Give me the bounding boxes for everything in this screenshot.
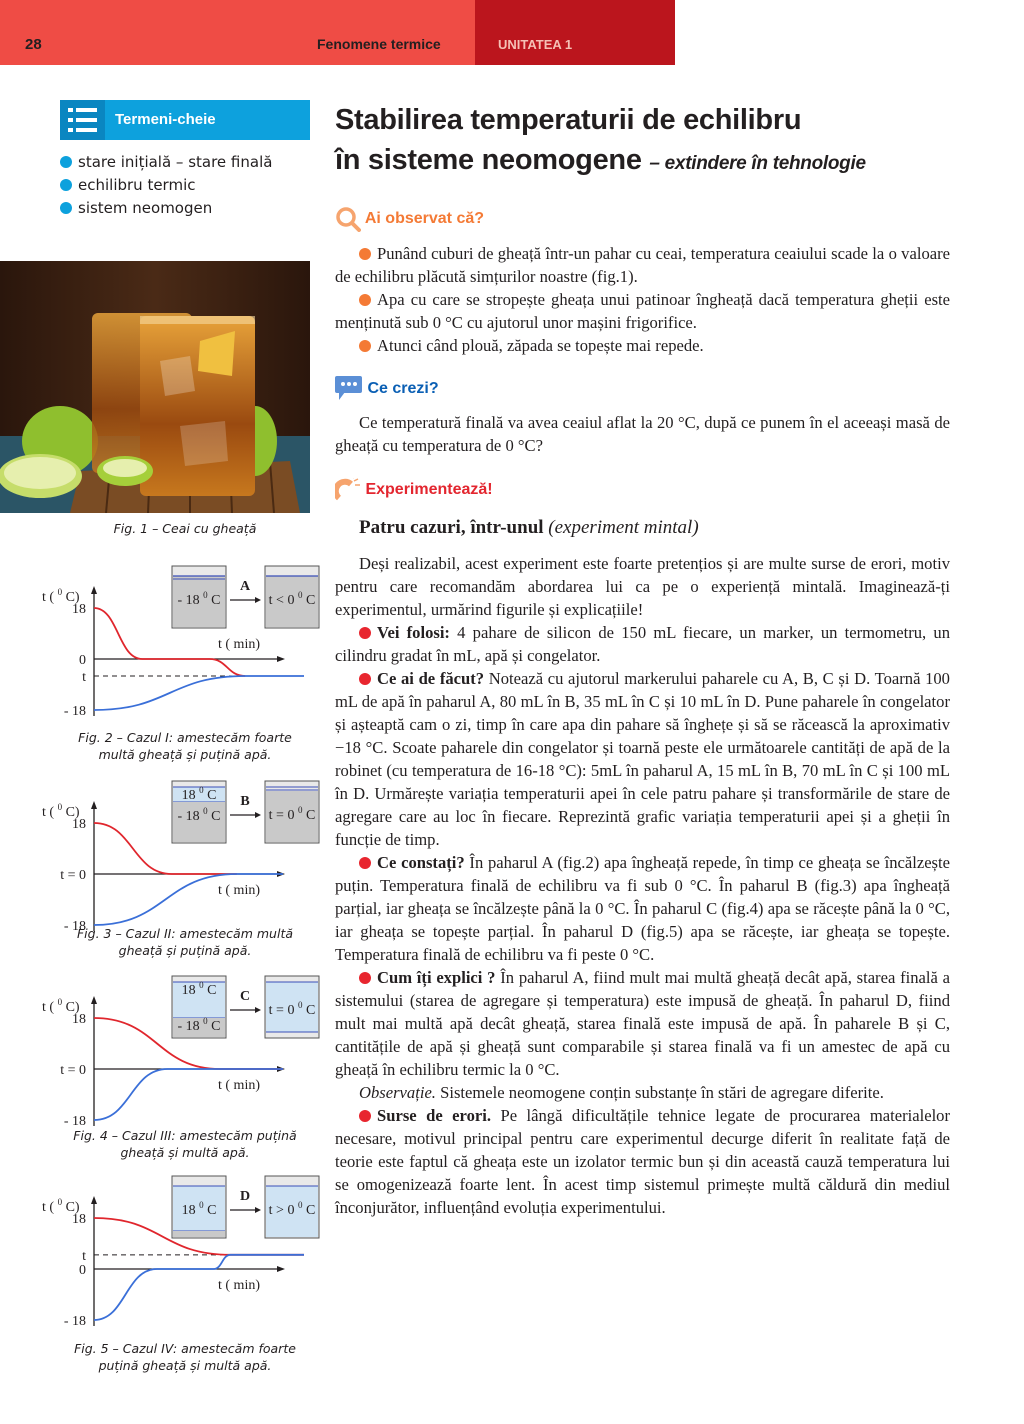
errors-paragraph: Surse de erori. Pe lângă dificultățile tehnice legate de procurarea materialelor necesare, motivul principal pentru care experimentul decurge diferit în realitate față de teorie este faptul că gheața este un izolator termic bun și din această cauză temperatura lui se omogenizează foarte lent. În acest timp sistemul primește multă căldură din mediul înconjurător, influențând evoluția experimentului. <box>335 1106 950 1217</box>
figure-1-caption: Fig. 1 – Ceai cu gheață <box>113 521 257 536</box>
glass-label-water: 18 $^0$ C <box>181 980 217 998</box>
think-text: Ce temperatură finală va avea ceaiul aflat la 20 °C, după ce punem în el aceeași masă de gheață cu temperatura de 0 °C? <box>335 413 950 455</box>
explain-paragraph: Cum îți explici ? În paharul A, fiind mult mai multă gheață decât apă, starea finală a sistemului (starea de agregare și temperatura) este impusă de gheață. În paharul D, fiind mult mai multă apă decât gheață, starea finală este impusă de apă. În paharele B și C, cantitățile de apă și gheață sunt comparabile și starea finală va fi un amestec de apă cu gheață în echilibru termic la 0 °C. <box>335 968 950 1079</box>
glass-label: - 18 $^0$ C <box>177 590 221 608</box>
arrow-head-icon <box>255 597 261 603</box>
y-axis-label: t ( $^0$ C) <box>42 1197 80 1215</box>
keyword-item: sistem neomogen <box>60 197 272 220</box>
glass-after-label: t = 0 $^0$ C <box>268 1000 316 1018</box>
graph-case-b <box>40 775 330 940</box>
y-tick-label: t = 0 <box>60 868 86 883</box>
y-tick-label: 0 <box>79 653 86 668</box>
y-tick-label: 18 <box>72 1012 86 1027</box>
series-ice-line <box>94 874 283 925</box>
glass-label: 18 $^0$ C <box>181 1200 217 1218</box>
y-axis-label: t ( $^0$ C) <box>42 802 80 820</box>
x-axis-arrow-icon <box>277 1266 285 1272</box>
y-tick-label: t <box>82 1248 86 1264</box>
experiment-intro: Deși realizabil, acest experiment este foarte pretențios și are multe surse de erori, motiv pentru care recomandăm abordarea lui ca pe o experiență mintală. Imaginează-ți experimentul, urmărind figurile și explicațiile! <box>335 554 950 619</box>
x-axis-label: t ( min) <box>218 1078 260 1093</box>
magnifier-icon <box>335 206 361 232</box>
y-tick-label: 18 <box>72 1212 86 1227</box>
observed-item: Atunci când plouă, zăpada se topește mai repede. <box>335 334 950 357</box>
bullet-icon <box>359 294 371 306</box>
figure-caption: Fig. 5 – Cazul IV: amestecăm foarte puțină gheață și multă apă. <box>74 1341 296 1373</box>
todo-paragraph: Ce ai de făcut? Notează cu ajutorul markerului paharele cu A, B, C și D. Toarnă 100 mL de apă în paharul A, 80 mL în B, 35 mL în C și 10 mL în D. Pune paharele în congelator și așteaptă cam o zi, timp în care apa din pahare să înghețe și să se răcească la aproximativ −18 °C. Scoate paharele din congelator și toarnă peste ele următoarele cantități de apă de la robinet (cu temperatura de 16-18 °C): 5mL în paharul A, 15 mL în B, 70 mL în C și 100 mL în D. Urmărește variația temperaturii apei în cele patru pahare și transformările de stare de agregare care au loc în fiecare. Reprezintă grafic variația temperaturii apei și a gheții în funcție de timp. <box>335 669 950 849</box>
ice-layer <box>173 1231 225 1237</box>
y-axis-arrow-icon <box>91 801 97 809</box>
graph-case-d <box>40 1170 330 1335</box>
experiment-heading: Experimentează! <box>335 478 493 502</box>
keywords-title: Termeni-cheie <box>115 111 216 128</box>
glass-after-label: t < 0 $^0$ C <box>268 590 316 608</box>
y-tick-label: 18 <box>72 602 86 617</box>
keyword-item: echilibru termic <box>60 174 272 197</box>
bullet-icon <box>359 627 371 639</box>
y-tick-label: - 18 <box>63 1114 86 1129</box>
x-axis-label: t ( min) <box>218 883 260 898</box>
glass-after-label: t > 0 $^0$ C <box>268 1200 316 1218</box>
y-axis-arrow-icon <box>91 996 97 1004</box>
chapter-title: Fenomene termice <box>317 36 441 52</box>
figure-caption: Fig. 4 – Cazul III: amestecăm puțină gheață și multă apă. <box>73 1128 297 1160</box>
series-ice-line <box>94 1255 304 1320</box>
page-header <box>0 0 675 65</box>
bullet-icon <box>359 248 371 260</box>
page-number: 28 <box>25 36 42 53</box>
observe-paragraph: Ce constați? În paharul A (fig.2) apa îngheață repede, în timp ce gheața se încălzește puțin. Temperatura finală de echilibru va fi sub 0 °C. În paharul B (fig.3) apa îngheață parțial, iar gheața se încălzește până la 0 °C. În paharul C (fig.4) apa se răcește până la 0 °C, iar gheața se topește parțial. În paharul D (fig.5) apa se răcește, iar gheața se topește. Temperatura finală de echilibru va fi peste 0 °C. <box>335 853 950 964</box>
think-heading: Ce crezi? <box>335 376 439 402</box>
x-axis-label: t ( min) <box>218 637 260 652</box>
observed-item: Punând cuburi de gheață într-un pahar cu ceai, temperatura ceaiului scade la o valoare de echilibru plăcută simțurilor noastre (fig.1). <box>335 244 950 286</box>
experiment-body <box>335 552 950 1219</box>
bullet-icon <box>60 179 72 191</box>
observed-list <box>335 242 950 357</box>
list-icon <box>60 100 105 140</box>
title-line-1: Stabilirea temperaturii de echilibru <box>335 104 802 136</box>
figure-caption: Fig. 3 – Cazul II: amestecăm multă gheață și puțină apă. <box>76 926 293 958</box>
keywords-box <box>60 100 310 140</box>
x-axis-arrow-icon <box>277 656 285 662</box>
note-paragraph: Observație. Sistemele neomogene conțin substanțe în stări de agregare diferite. <box>359 1083 884 1102</box>
speech-bubble-icon <box>335 376 363 402</box>
graph-case-c <box>40 970 330 1135</box>
bullet-icon <box>359 340 371 352</box>
y-tick-label: t <box>82 670 86 685</box>
x-axis-label: t ( min) <box>218 1278 260 1293</box>
figure-caption: Fig. 2 – Cazul I: amestecăm foarte multă gheață și puțină apă. <box>78 730 292 762</box>
glass-after-label: t = 0 $^0$ C <box>268 805 316 823</box>
arrow-head-icon <box>255 1207 261 1213</box>
case-label: B <box>240 794 250 809</box>
glass-label-ice: - 18 $^0$ C <box>177 806 221 824</box>
page-title <box>335 100 866 180</box>
unit-label: UNITATEA 1 <box>498 37 573 52</box>
use-paragraph: Vei folosi: 4 pahare de silicon de 150 mL fiecare, un marker, un termometru, un cilindru gradat în mL, apă și congelator. <box>335 623 950 665</box>
title-subtitle: – extindere în tehnologie <box>649 153 866 174</box>
y-tick-label: - 18 <box>63 919 86 934</box>
magnet-icon <box>335 478 361 502</box>
keywords-list <box>60 151 272 220</box>
iced-tea-photo <box>0 261 310 513</box>
keyword-item: stare inițială – stare finală <box>60 151 272 174</box>
y-axis-label: t ( $^0$ C) <box>42 997 80 1015</box>
glass-label-ice: - 18 $^0$ C <box>177 1016 221 1034</box>
bullet-icon <box>60 202 72 214</box>
glass-label-water: 18 $^0$ C <box>181 785 217 803</box>
y-tick-label: 18 <box>72 817 86 832</box>
y-axis-label: t ( $^0$ C) <box>42 587 80 605</box>
observed-item: Apa cu care se stropește gheața unui patinoar îngheață dacă temperatura gheții este menținută sub 0 °C cu ajutorul unor mașini frigorifice. <box>335 290 950 332</box>
title-line-2: în sisteme neomogene – extindere în tehnologie <box>335 144 866 176</box>
bullet-icon <box>359 857 371 869</box>
experiment-subheading: Patru cazuri, într-unul (experiment mintal) <box>359 517 699 538</box>
unit-tab <box>475 0 675 65</box>
series-ice-line <box>94 1069 283 1120</box>
case-label: A <box>239 579 251 594</box>
arrow-head-icon <box>255 812 261 818</box>
y-tick-label: 0 <box>79 1263 86 1278</box>
bullet-icon <box>359 972 371 984</box>
y-tick-label: - 18 <box>63 704 86 719</box>
y-tick-label: t = 0 <box>60 1063 86 1078</box>
bullet-icon <box>60 156 72 168</box>
case-label: D <box>239 1189 251 1204</box>
y-axis-arrow-icon <box>91 1196 97 1204</box>
y-axis-arrow-icon <box>91 586 97 594</box>
graph-case-a <box>40 560 330 725</box>
series-ice-line <box>94 676 304 710</box>
y-tick-label: - 18 <box>63 1314 86 1329</box>
arrow-head-icon <box>255 1007 261 1013</box>
bullet-icon <box>359 1110 371 1122</box>
observed-heading: Ai observat că? <box>335 206 484 232</box>
bullet-icon <box>359 673 371 685</box>
case-label: C <box>239 989 251 1004</box>
